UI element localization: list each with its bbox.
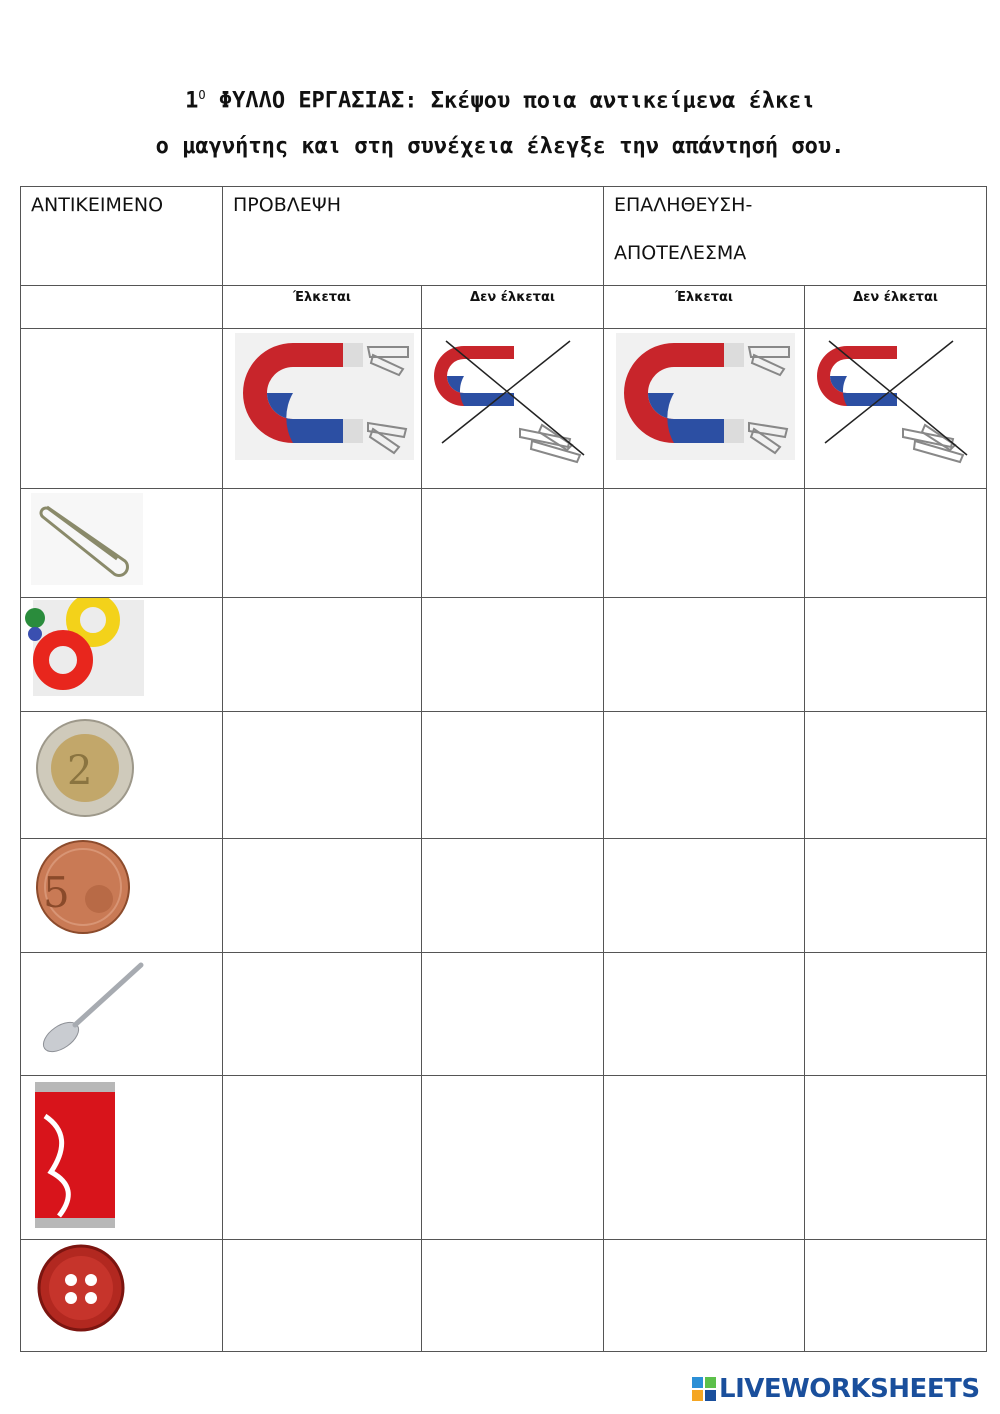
answer-cell-button-result-not-attracted[interactable]: [805, 1240, 987, 1352]
answer-cell-rings-result-not-attracted[interactable]: [805, 598, 987, 712]
object-cell-paperclip: [21, 489, 223, 598]
subheader-not-attracted-result: Δεν έλκεται: [805, 286, 987, 329]
object-cell-two-euro-coin: [21, 712, 223, 839]
illustration-attracted-result: [604, 329, 805, 489]
answer-cell-button-result-attracted[interactable]: [604, 1240, 805, 1352]
object-cell-button: [21, 1240, 223, 1352]
cola-can-icon: [21, 1076, 223, 1238]
answer-cell-button-prediction-not-attracted[interactable]: [422, 1240, 604, 1352]
answer-cell-5cent-prediction-not-attracted[interactable]: [422, 839, 604, 953]
subheader-attracted-prediction: Έλκεται: [223, 286, 422, 329]
answer-cell-can-result-not-attracted[interactable]: [805, 1076, 987, 1240]
subheader-empty: [21, 286, 223, 329]
subheader-not-attracted-prediction: Δεν έλκεται: [422, 286, 604, 329]
answer-cell-spoon-prediction-attracted[interactable]: [223, 953, 422, 1076]
answer-cell-2euro-prediction-attracted[interactable]: [223, 712, 422, 839]
brand-name: LIVEWORKSHEETS: [719, 1374, 980, 1404]
answer-cell-paperclip-result-not-attracted[interactable]: [805, 489, 987, 598]
svg-text:2: 2: [67, 748, 93, 794]
answer-cell-paperclip-prediction-not-attracted[interactable]: [422, 489, 604, 598]
answer-cell-2euro-result-not-attracted[interactable]: [805, 712, 987, 839]
illustration-empty: [21, 329, 223, 489]
answer-cell-2euro-prediction-not-attracted[interactable]: [422, 712, 604, 839]
magnet-not-attracts-icon: [422, 329, 604, 488]
answer-cell-paperclip-result-attracted[interactable]: [604, 489, 805, 598]
answer-cell-spoon-result-attracted[interactable]: [604, 953, 805, 1076]
answer-cell-5cent-result-not-attracted[interactable]: [805, 839, 987, 953]
answer-cell-can-prediction-not-attracted[interactable]: [422, 1076, 604, 1240]
worksheet-title-line2: ο μαγνήτης και στη συνέχεια έλεγξε την απάντησή σου.: [155, 134, 845, 159]
answer-cell-rings-prediction-attracted[interactable]: [223, 598, 422, 712]
object-cell-spoon: [21, 953, 223, 1076]
answer-cell-5cent-prediction-attracted[interactable]: [223, 839, 422, 953]
answer-cell-5cent-result-attracted[interactable]: [604, 839, 805, 953]
header-verification-line2: ΑΠΟΤΕΛΕΣΜΑ: [614, 242, 747, 264]
spoon-icon: [21, 953, 223, 1074]
liveworksheets-logo: [692, 1374, 980, 1404]
header-verification-line1: ΕΠΑΛΗΘΕΥΣΗ-: [614, 194, 753, 216]
magnet-attracts-icon: [223, 329, 422, 488]
object-cell-five-cent-coin: [21, 839, 223, 953]
answer-cell-2euro-result-attracted[interactable]: [604, 712, 805, 839]
answer-cell-button-prediction-attracted[interactable]: [223, 1240, 422, 1352]
answer-cell-spoon-result-not-attracted[interactable]: [805, 953, 987, 1076]
magnet-not-attracts-icon-2: [805, 329, 987, 488]
title-number: 1: [185, 88, 199, 114]
magnet-attracts-icon-2: [604, 329, 805, 488]
answer-cell-paperclip-prediction-attracted[interactable]: [223, 489, 422, 598]
subheader-attracted-result: Έλκεται: [604, 286, 805, 329]
object-cell-cola-can: [21, 1076, 223, 1240]
answer-cell-spoon-prediction-not-attracted[interactable]: [422, 953, 604, 1076]
worksheet-table: [20, 186, 987, 1352]
answer-cell-can-prediction-attracted[interactable]: [223, 1076, 422, 1240]
illustration-attracted-prediction: [223, 329, 422, 489]
header-prediction: ΠΡΟΒΛΕΨΗ: [223, 187, 604, 286]
object-cell-plastic-rings: [21, 598, 223, 712]
liveworksheets-mark-icon: [692, 1377, 716, 1401]
illustration-not-attracted-prediction: [422, 329, 604, 489]
svg-text:5: 5: [43, 868, 70, 917]
title-text: ΦΥΛΛΟ ΕΡΓΑΣΙΑΣ: Σκέψου ποια αντικείμενα έλκει: [218, 88, 815, 114]
title-superscript: Ο: [198, 88, 206, 102]
header-object: ΑΝΤΙΚΕΙΜΕΝΟ: [21, 187, 223, 286]
illustration-not-attracted-result: [805, 329, 987, 489]
answer-cell-rings-result-attracted[interactable]: [604, 598, 805, 712]
header-verification: [604, 187, 987, 286]
paperclip-icon: [21, 489, 223, 597]
five-cent-coin-icon: [21, 839, 223, 951]
answer-cell-can-result-attracted[interactable]: [604, 1076, 805, 1240]
answer-cell-rings-prediction-not-attracted[interactable]: [422, 598, 604, 712]
button-icon: [21, 1240, 223, 1350]
plastic-rings-icon: [21, 598, 223, 710]
worksheet-title-line1: [0, 88, 1000, 113]
two-euro-coin-icon: [21, 712, 223, 837]
